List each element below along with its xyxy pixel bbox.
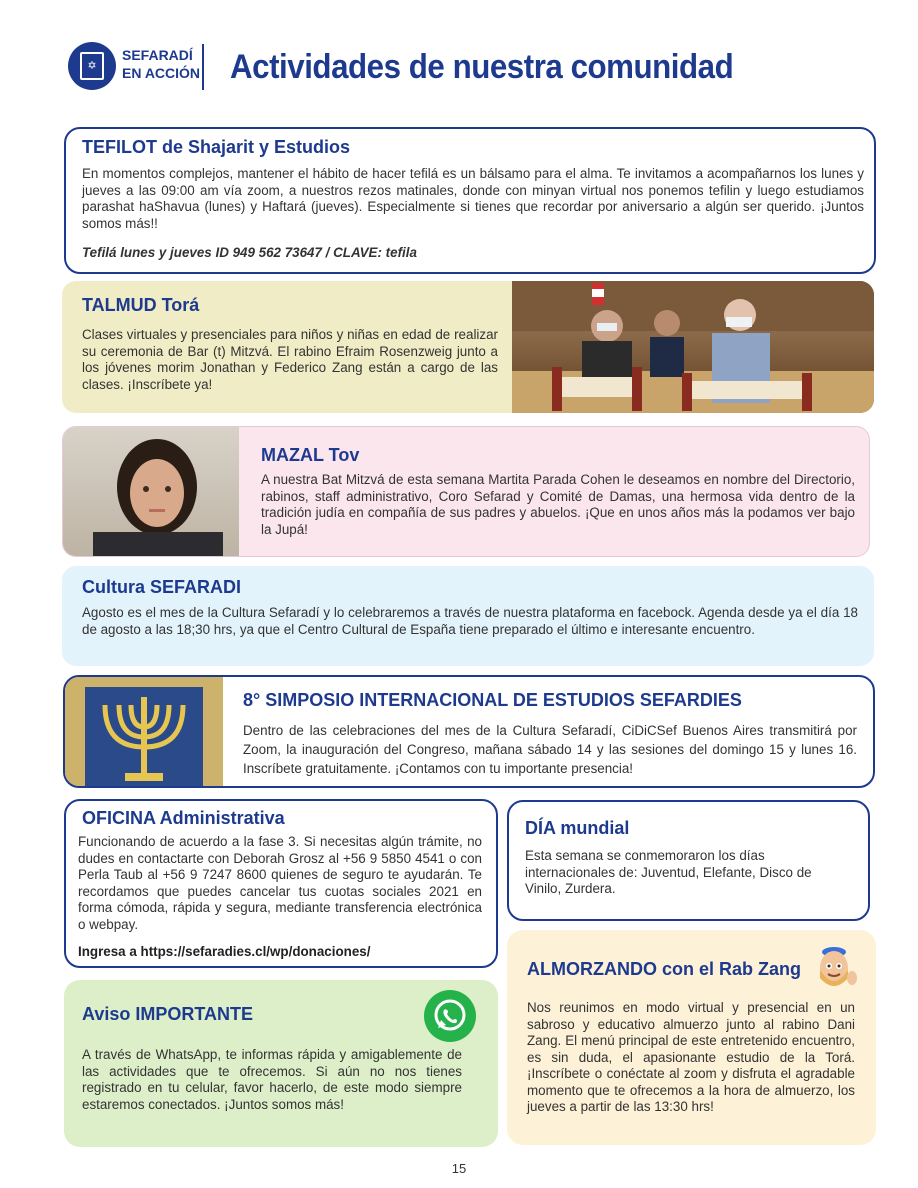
talmud-card [62, 281, 874, 413]
dia-title: DÍA mundial [525, 818, 630, 838]
portrait-illustration [63, 427, 239, 557]
simposio-body: Dentro de las celebraciones del mes de la Cultura Sefaradí, CiDiCSef Buenos Aires transmitirá por Zoom, la inauguración del Congreso, mañana sábado 14 y las sesiones del domingo 15 y lunes 16. Inscríbete gratuitamente. ¡Contamos con tu importante presencia! [243, 723, 857, 776]
brand-divider [202, 44, 204, 90]
mazal-photo [63, 427, 239, 557]
almorzando-body: Nos reunimos en modo virtual y presencial en un sabroso y educativo almuerzo junto al rabino Dani Zang. El menú principal de este entretenido encuentro, es sin duda, el apasionante estudio de la Torá. ¡Inscríbete o conéctate al zoom y disfruta el agradable momento que te ofrecemos a la hora de almuerzo, los jueves a partir de las 13:30 hrs! [527, 1000, 855, 1114]
aviso-body: A través de WhatsApp, te informas rápida y amigablemente de las actividades que te ofrecemos. Si aún no nos tienes registrado en tu celular, favor hacerlo, de este modo siempre estaremos conectados. ¡Juntos somos más! [82, 1047, 462, 1112]
cultura-title: Cultura SEFARADI [82, 577, 242, 597]
mazal-body: A nuestra Bat Mitzvá de esta semana Martita Parada Cohen le deseamos en nombre del Directorio, rabinos, staff administrativo, Coro Sefarad y Comité de Damas, una hermosa vida dentro de la tradición judía en compañía de sus padres y abuelos. ¡Que en unos años más la podamos ver bajo la Jupá! [261, 472, 855, 537]
mazal-title: MAZAL Tov [261, 445, 360, 465]
oficina-title: OFICINA Administrativa [82, 808, 285, 828]
oficina-card [64, 799, 498, 968]
emoji-avatar-icon [814, 942, 858, 990]
cultura-body: Agosto es el mes de la Cultura Sefaradí y lo celebraremos a través de nuestra plataforma en facebock. Agenda desde ya el día 18 de agosto a las 18;30 hrs, ya que el Centro Cultural de España tiene preparado el último e interesante encuentro. [82, 605, 858, 637]
page-number: 15 [451, 1161, 467, 1176]
book-star-icon: ✡ [80, 52, 104, 80]
simposio-title: 8° SIMPOSIO INTERNACIONAL DE ESTUDIOS SEFARDIES [243, 690, 742, 710]
dia-body: Esta semana se conmemoraron los días internacionales de: Juventud, Elefante, Disco de Vinilo, Zurdera. [525, 848, 812, 896]
donations-link[interactable]: Ingresa a https://sefaradies.cl/wp/donaciones/ [78, 944, 371, 959]
simposio-menorah-image [65, 677, 223, 788]
brand-line-1: SEFARADÍ [122, 47, 193, 63]
page-title: Actividades de nuestra comunidad [230, 48, 734, 86]
oficina-body: Funcionando de acuerdo a la fase 3. Si necesitas algún trámite, no dudes en contactarte con Deborah Grosz al +56 9 5850 4541 o con Perla Taub al +56 9 7247 8600 quienes de seguro te ayudarán. Te recordamos que puedes cancelar tus cuotas sociales 2021 en forma cómoda, rápida y segura, mediante transferencia electrónica o webpay. [78, 834, 482, 932]
whatsapp-icon[interactable] [424, 990, 476, 1042]
brand-line-2: EN ACCIÓN [122, 65, 201, 81]
dia-card [507, 800, 870, 921]
simposio-card [63, 675, 875, 788]
talmud-photo [512, 281, 874, 413]
tefilot-card [64, 127, 876, 274]
talmud-body: Clases virtuales y presenciales para niños y niñas en edad de realizar su ceremonia de Bar (t) Mitzvá. El rabino Efraim Rosenzweig junto a los jóvenes morim Jonathan y Federico Zang están a cargo de las clases. ¡Inscríbete ya! [82, 327, 498, 392]
torah-study-illustration [512, 281, 874, 413]
tefilot-body: En momentos complejos, mantener el hábito de hacer tefilá es un bálsamo para el alma. Te invitamos a acompañarnos los lunes y jueves a las 09:00 am vía zoom, a nuestros rezos matinales, donde con minyan virtual nos ponemos tefilin y luego estudiamos parashat haShavua (lunes) y Haftará (jueves). Especialmente si tienes que recordar por aniversario a algún ser querido. ¡Juntos somos más!! [82, 166, 864, 231]
section-logo [68, 42, 116, 90]
section-brand [122, 46, 200, 82]
talmud-title: TALMUD Torá [82, 295, 200, 315]
menorah-icon [65, 677, 223, 788]
almorzando-title: ALMORZANDO con el Rab Zang [527, 959, 801, 979]
mazal-card [62, 426, 870, 557]
aviso-title: Aviso IMPORTANTE [82, 1004, 254, 1024]
tefilot-title: TEFILOT de Shajarit y Estudios [82, 137, 351, 157]
cultura-card [62, 566, 874, 666]
tefilot-zoom-note: Tefilá lunes y jueves ID 949 562 73647 / CLAVE: tefila [82, 245, 417, 260]
